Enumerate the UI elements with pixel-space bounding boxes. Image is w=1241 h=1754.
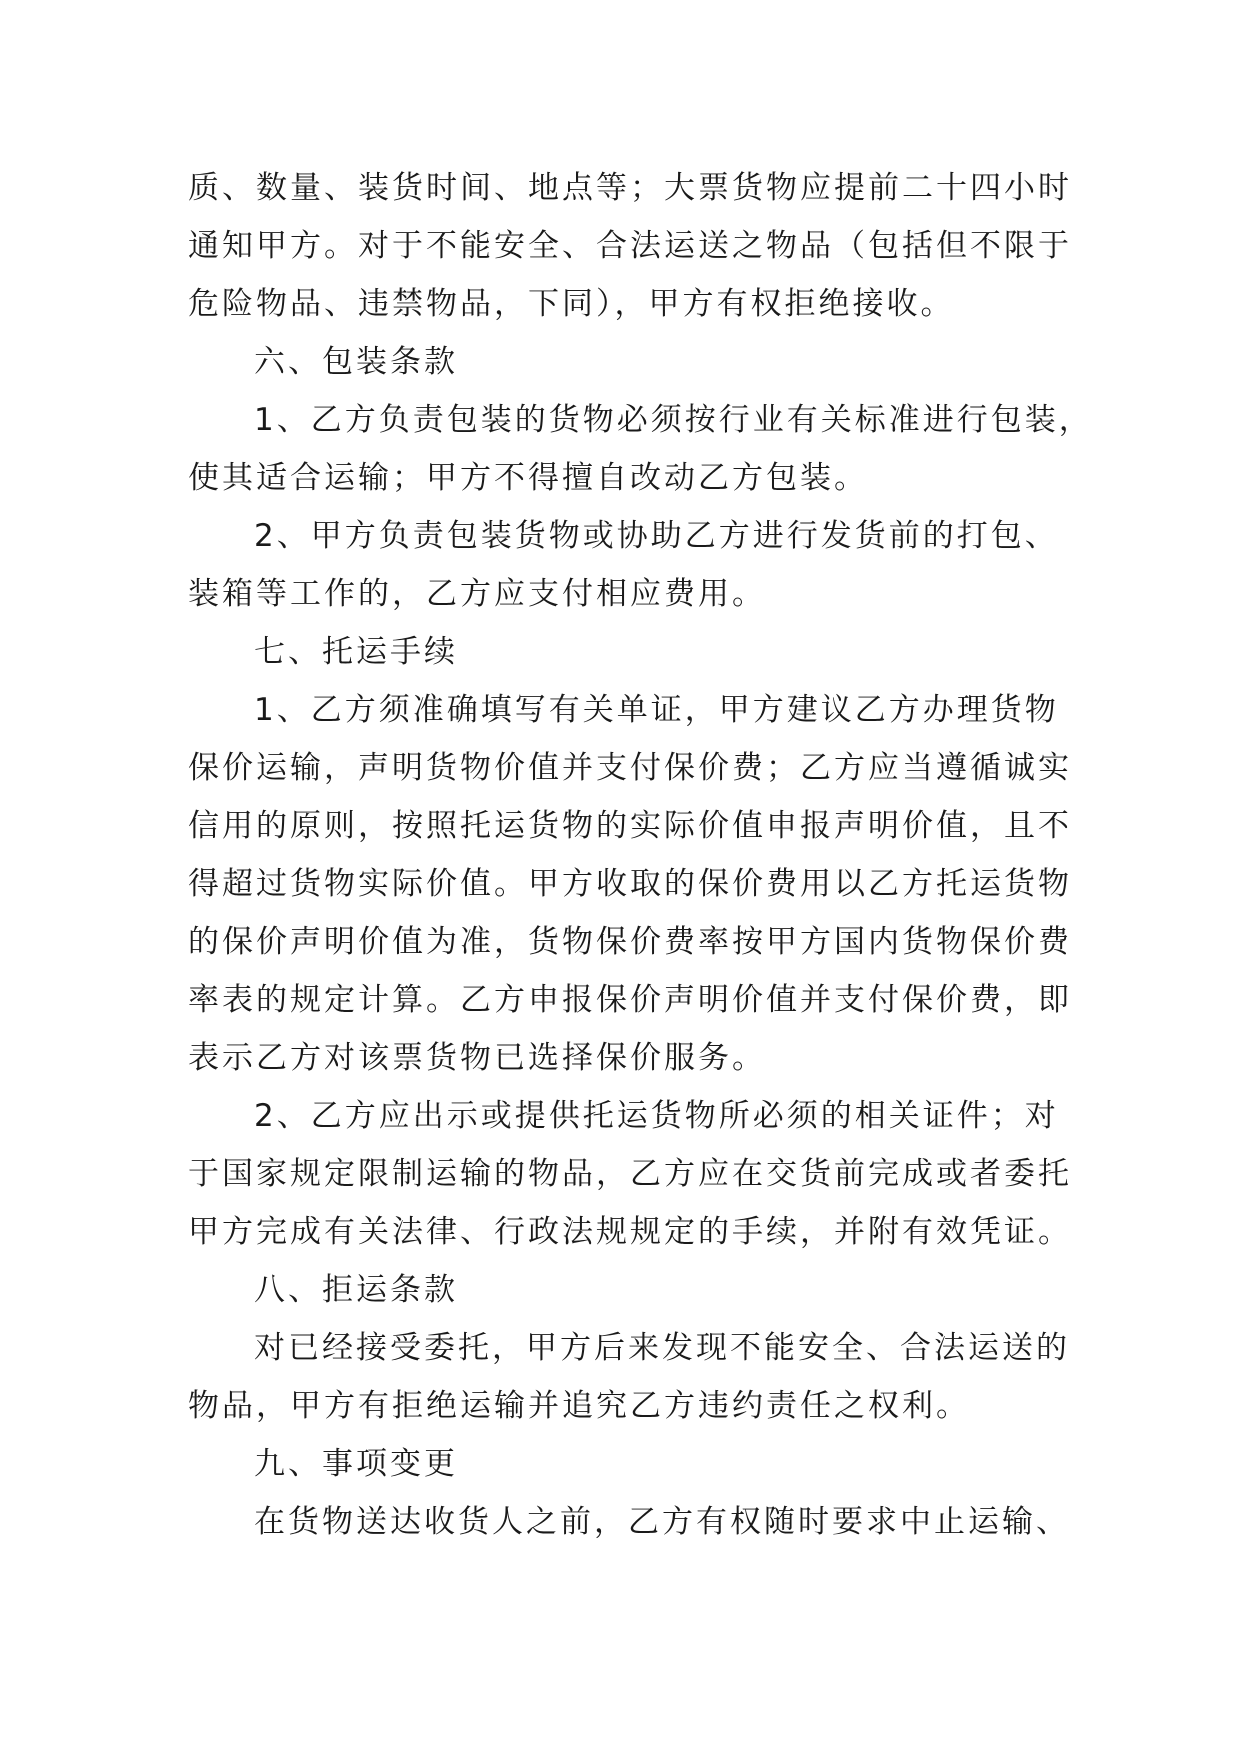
text-line: 率表的规定计算。乙方申报保价声明价值并支付保价费，即 (188, 982, 1072, 1018)
text-line: 通知甲方。对于不能安全、合法运送之物品（包括但不限于 (188, 228, 1072, 264)
text-line: 危险物品、违禁物品，下同），甲方有权拒绝接收。 (188, 286, 955, 322)
text-line: 对已经接受委托，甲方后来发现不能安全、合法运送的 (254, 1330, 1070, 1366)
text-line: 在货物送达收货人之前，乙方有权随时要求中止运输、 (254, 1504, 1070, 1540)
text-line: 1、乙方须准确填写有关单证，甲方建议乙方办理货物 (254, 692, 1059, 728)
text-line: 信用的原则，按照托运货物的实际价值申报声明价值，且不 (188, 808, 1072, 844)
text-line: 得超过货物实际价值。甲方收取的保价费用以乙方托运货物 (188, 866, 1072, 902)
section-heading: 九、事项变更 (254, 1446, 458, 1482)
section-heading: 六、包装条款 (254, 344, 458, 380)
text-line: 物品，甲方有拒绝运输并追究乙方违约责任之权利。 (188, 1388, 970, 1424)
text-line: 于国家规定限制运输的物品，乙方应在交货前完成或者委托 (188, 1156, 1072, 1192)
text-line: 使其适合运输；甲方不得擅自改动乙方包装。 (188, 460, 868, 496)
text-line: 的保价声明价值为准，货物保价费率按甲方国内货物保价费 (188, 924, 1072, 960)
text-line: 2、乙方应出示或提供托运货物所必须的相关证件；对 (254, 1098, 1059, 1134)
text-line: 表示乙方对该票货物已选择保价服务。 (188, 1040, 766, 1076)
text-line: 1、乙方负责包装的货物必须按行业有关标准进行包装， (254, 402, 1093, 438)
section-heading: 七、托运手续 (254, 634, 458, 670)
section-heading: 八、拒运条款 (254, 1272, 458, 1308)
text-line: 质、数量、装货时间、地点等；大票货物应提前二十四小时 (188, 170, 1072, 206)
text-line: 保价运输，声明货物价值并支付保价费；乙方应当遵循诚实 (188, 750, 1072, 786)
text-line: 2、甲方负责包装货物或协助乙方进行发货前的打包、 (254, 518, 1059, 554)
text-line: 装箱等工作的，乙方应支付相应费用。 (188, 576, 766, 612)
text-line: 甲方完成有关法律、行政法规规定的手续，并附有效凭证。 (188, 1214, 1072, 1250)
